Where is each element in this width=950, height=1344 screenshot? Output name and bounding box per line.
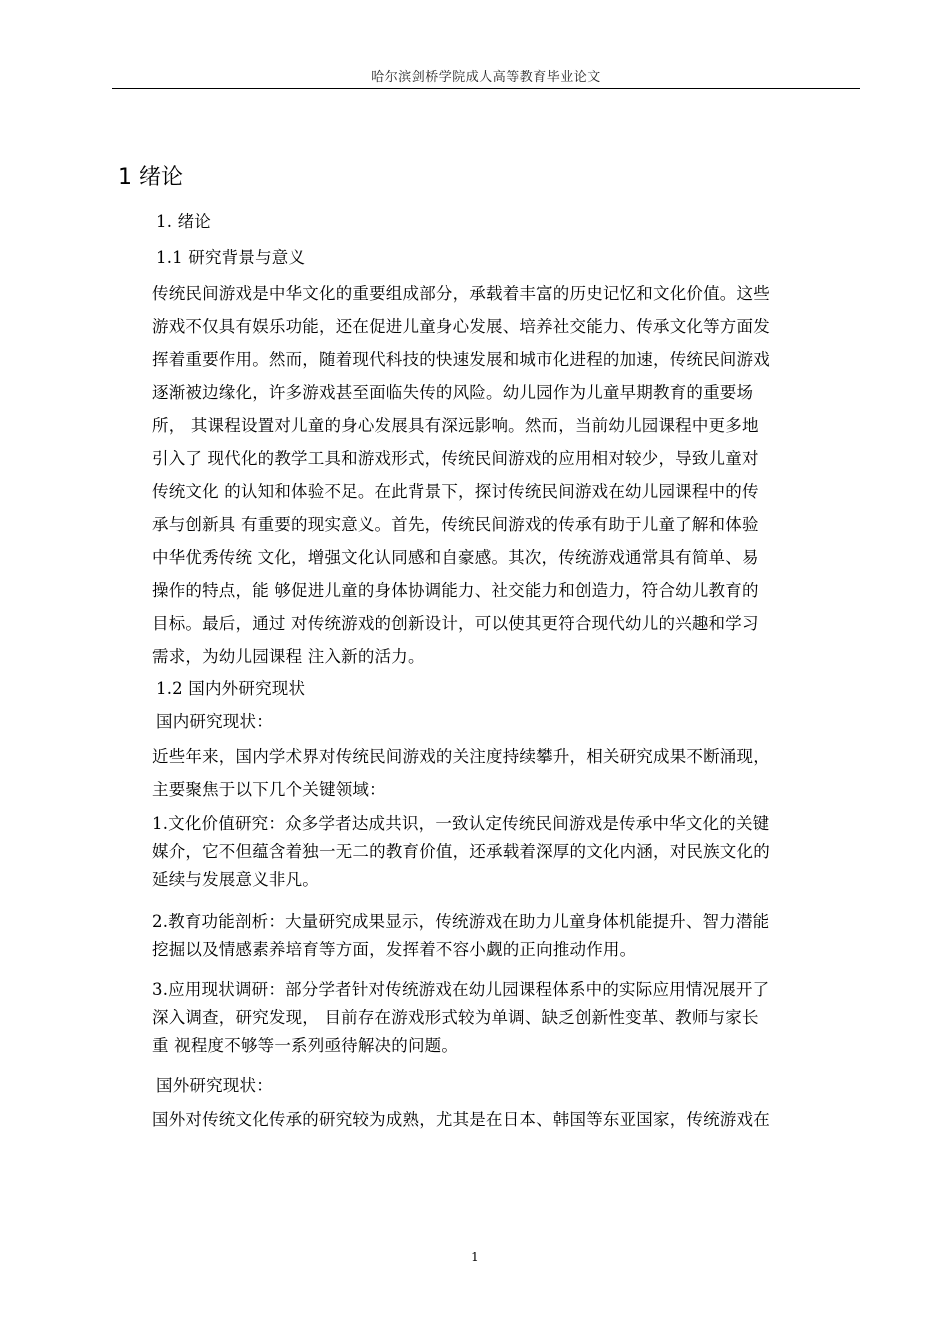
paragraph-line: 操作的特点，能 够促进儿童的身体协调能力、社交能力和创造力，符合幼儿教育的	[152, 581, 759, 600]
header-divider	[112, 88, 860, 89]
chapter-title: 1 绪论	[118, 165, 183, 190]
paragraph-line: 逐渐被边缘化，许多游戏甚至面临失传的风险。幼儿园作为儿童早期教育的重要场	[152, 383, 754, 402]
list-item-line: 1.文化价值研究：众多学者达成共识，一致认定传统民间游戏是传承中华文化的关键	[152, 814, 770, 833]
paragraph-line: 需求，为幼儿园课程 注入新的活力。	[152, 647, 425, 666]
paragraph-line: 传统民间游戏是中华文化的重要组成部分，承载着丰富的历史记忆和文化价值。这些	[152, 284, 770, 303]
paragraph-line: 目标。最后，通过 对传统游戏的创新设计，可以使其更符合现代幼儿的兴趣和学习	[152, 614, 759, 633]
list-item-line: 媒介，它不但蕴含着独一无二的教育价值，还承载着深厚的文化内涵，对民族文化的	[152, 842, 770, 861]
list-item-line: 2.教育功能剖析：大量研究成果显示，传统游戏在助力儿童身体机能提升、智力潜能	[152, 912, 770, 931]
running-header: 哈尔滨剑桥学院成人高等教育毕业论文	[371, 70, 601, 85]
list-item-line: 重 视程度不够等一系列亟待解决的问题。	[152, 1036, 459, 1055]
paragraph-line: 国外对传统文化传承的研究较为成熟，尤其是在日本、韩国等东亚国家，传统游戏在	[152, 1110, 770, 1129]
paragraph-line: 引入了 现代化的教学工具和游戏形式，传统民间游戏的应用相对较少，导致儿童对	[152, 449, 759, 468]
list-item-line: 3.应用现状调研：部分学者针对传统游戏在幼儿园课程体系中的实际应用情况展开了	[152, 980, 770, 999]
subsection-label: 国内研究现状：	[156, 712, 273, 731]
paragraph-line: 游戏不仅具有娱乐功能，还在促进儿童身心发展、培养社交能力、传承文化等方面发	[152, 317, 770, 336]
list-item-line: 延续与发展意义非凡。	[152, 870, 319, 889]
section-heading: 1.1 研究背景与意义	[156, 248, 306, 267]
paragraph-line: 挥着重要作用。然而，随着现代科技的快速发展和城市化进程的加速，传统民间游戏	[152, 350, 770, 369]
paragraph-line: 承与创新具 有重要的现实意义。首先，传统民间游戏的传承有助于儿童了解和体验	[152, 515, 759, 534]
list-item-line: 挖掘以及情感素养培育等方面，发挥着不容小觑的正向推动作用。	[152, 940, 637, 959]
subsection-label: 国外研究现状：	[156, 1076, 273, 1095]
paragraph-line: 近些年来，国内学术界对传统民间游戏的关注度持续攀升，相关研究成果不断涌现，	[152, 747, 770, 766]
paragraph-line: 传统文化 的认知和体验不足。在此背景下，探讨传统民间游戏在幼儿园课程中的传	[152, 482, 759, 501]
section-heading: 1. 绪论	[156, 212, 211, 231]
paragraph-line: 主要聚焦于以下几个关键领域：	[152, 780, 386, 799]
section-heading: 1.2 国内外研究现状	[156, 679, 306, 698]
paragraph-line: 所， 其课程设置对儿童的身心发展具有深远影响。然而，当前幼儿园课程中更多地	[152, 416, 759, 435]
page-number: 1	[471, 1250, 479, 1264]
list-item-line: 深入调查，研究发现， 目前存在游戏形式较为单调、缺乏创新性变革、教师与家长	[152, 1008, 759, 1027]
paragraph-line: 中华优秀传统 文化，增强文化认同感和自豪感。其次，传统游戏通常具有简单、易	[152, 548, 759, 567]
